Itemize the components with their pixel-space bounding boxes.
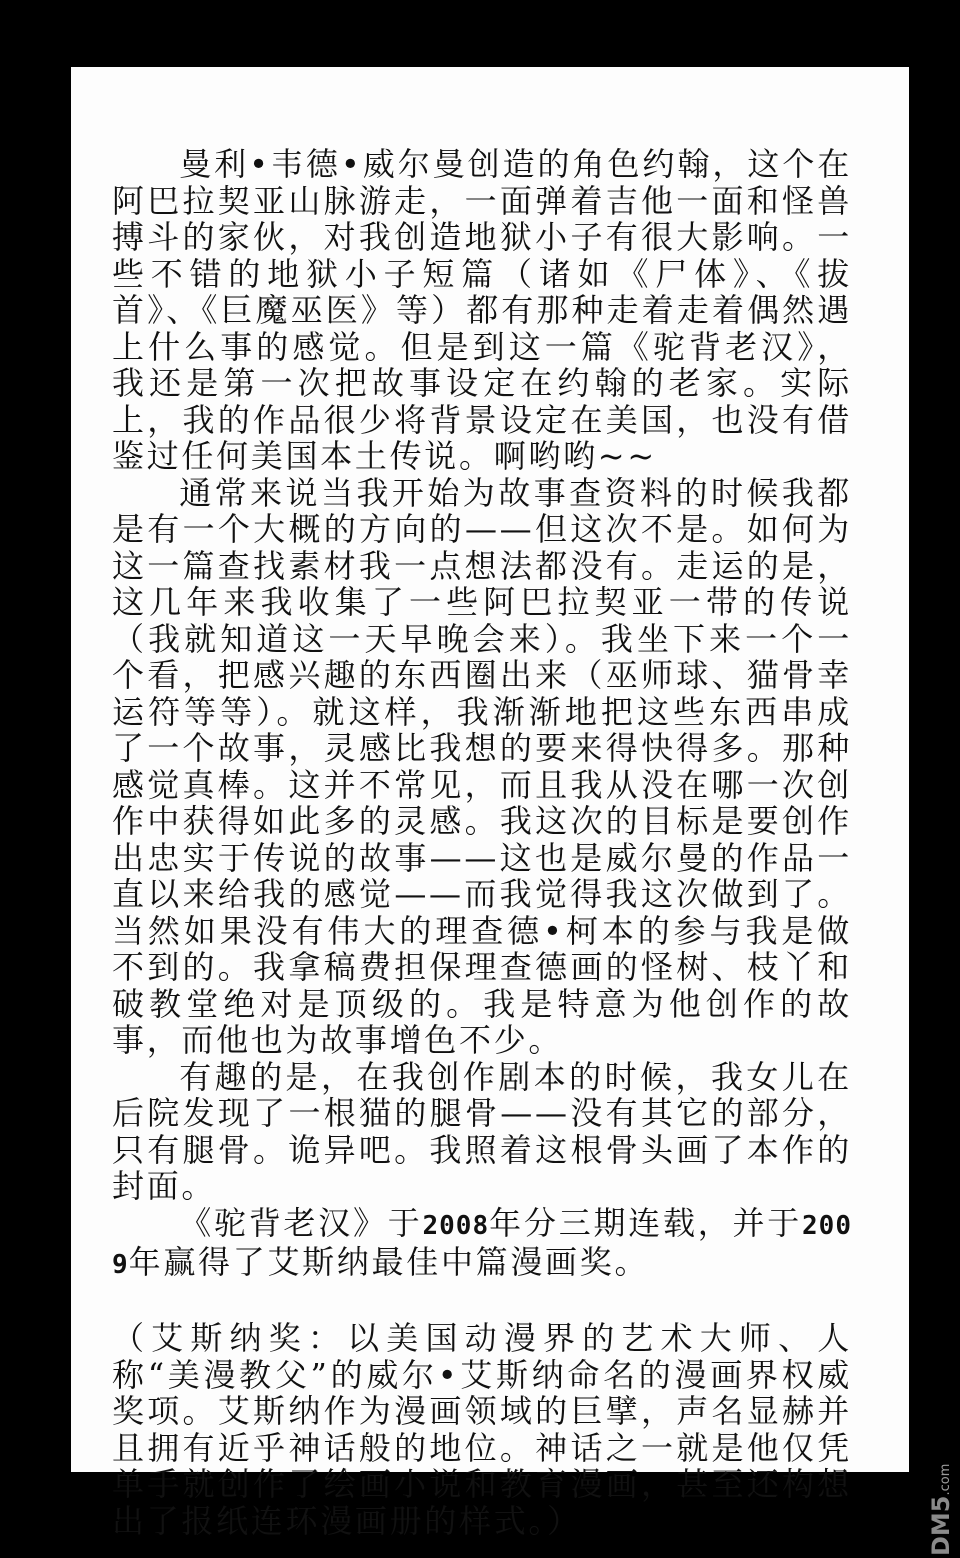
text-body (112, 146, 852, 1539)
paragraph-publication-award (112, 1205, 852, 1284)
dm5-watermark (926, 1426, 956, 1556)
paragraph-research-process: 通常来说当我开始为故事查资料的时候我都是有一个大概的方向的——但这次不是。如何为这一篇查找素材我一点想法都没有。走运的是，这几年来我收集了一些阿巴拉契亚一带的传说（我就知道这一天早晚会来）。我坐下来一个一个看，把感兴趣的东西圈出来（巫师球、猫骨幸运符等等）。就这样，我渐渐地把这些东西串成了一个故事，灵感比我想的要来得快得多。那种感觉真棒。这并不常见，而且我从没在哪一次创作中获得如此多的灵感。我这次的目标是要创作出忠实于传说的故事——这也是威尔曼的作品一直以来给我的感觉——而我觉得我这次做到了。当然如果没有伟大的理查德•柯本的参与我是做不到的。我拿稿费担保理查德画的怪树、枝丫和破教堂绝对是顶级的。我是特意为他创作的故事，而他也为故事增色不少。 (112, 473, 852, 1059)
watermark-suffix: .com (938, 1463, 953, 1496)
year-2009: 2009 (112, 1210, 852, 1280)
year-2008: 2008 (422, 1210, 490, 1241)
publication-text-part1: 《驼背老汉》于 (179, 1203, 423, 1242)
paragraph-cat-bone: 有趣的是，在我创作剧本的时候，我女儿在后院发现了一根猫的腿骨——没有其它的部分，只有腿骨。诡异吧。我照着这根骨头画了本作的封面。 (112, 1057, 852, 1205)
publication-text-part2: 年分三期连载，并于 (489, 1203, 803, 1242)
publication-text-part3: 年赢得了艾斯纳最佳中篇漫画奖。 (128, 1243, 650, 1281)
translator-note-eisner-award: （艾斯纳奖：以美国动漫界的艺术大师、人称“美漫教父”的威尔•艾斯纳命名的漫画界权威奖项。艾斯纳作为漫画领域的巨擘，声名显赫并且拥有近乎神话般的地位。神话之一就是他仅凭单手就创作了绘画小说和教育漫画，甚至还构想出了报纸连环漫画册的样式。） (112, 1319, 852, 1540)
paragraph-wellman-influence: 曼利•韦德•威尔曼创造的角色约翰，这个在阿巴拉契亚山脉游走，一面弹着吉他一面和怪兽搏斗的家伙，对我创造地狱小子有很大影响。一些不错的地狱小子短篇（诸如《尸体》、《拔首》、《巨魔巫医》等）都有那种走着走着偶然遇上什么事的感觉。但是到这一篇《驼背老汉》，我还是第一次把故事设定在约翰的老家。实际上，我的作品很少将背景设定在美国，也没有借鉴过任何美国本土传说。啊哟哟~~ (112, 145, 852, 475)
document-page (71, 67, 909, 1540)
blank-line (112, 1284, 852, 1321)
watermark-brand: DM5 (927, 1495, 955, 1556)
